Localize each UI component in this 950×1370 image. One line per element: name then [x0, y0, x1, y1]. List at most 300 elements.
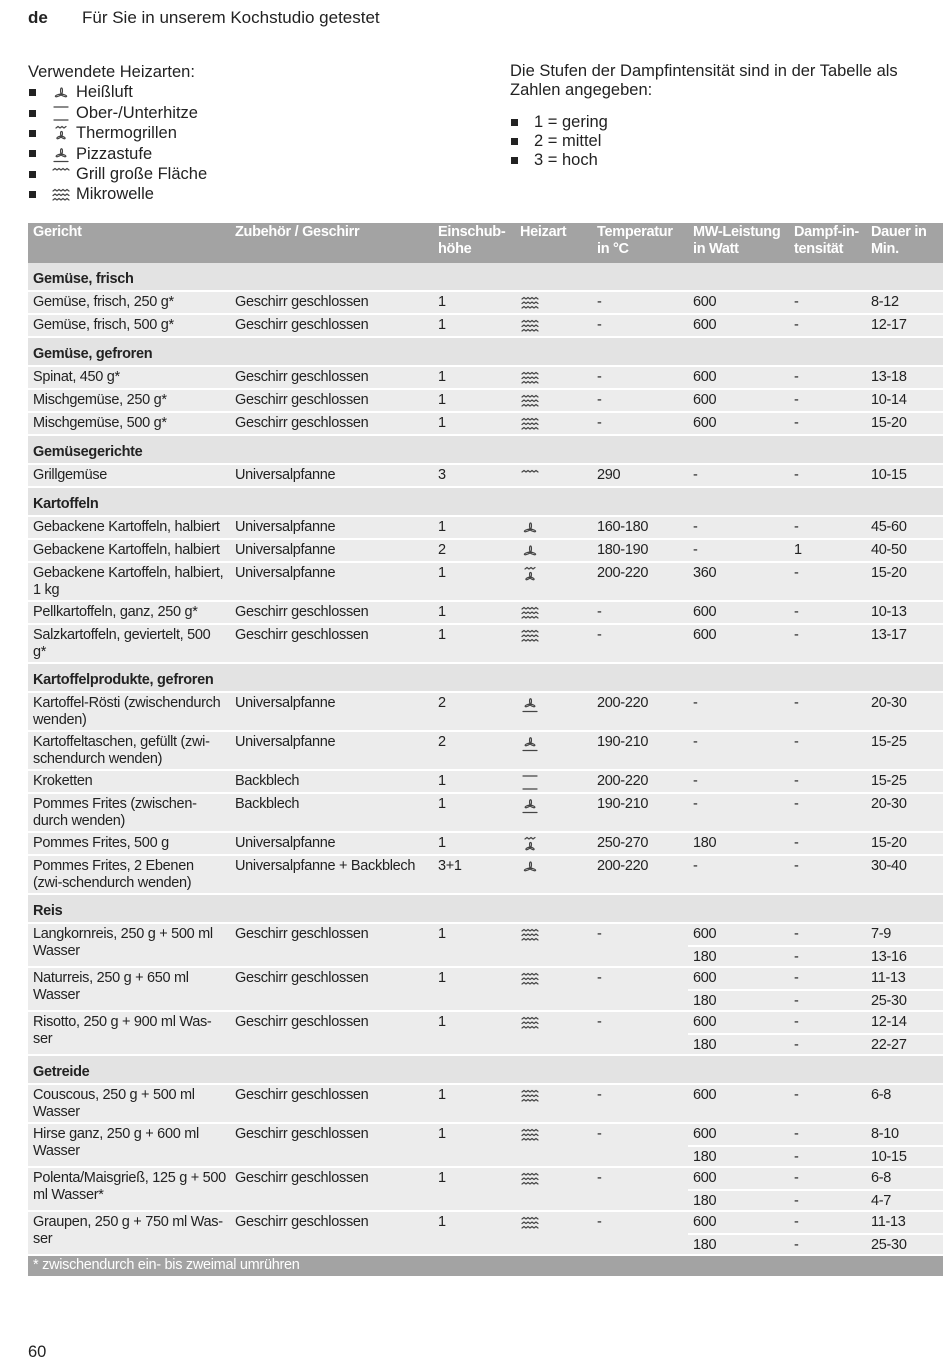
dish-cell: Kroketten: [28, 770, 230, 793]
accessory-cell: Geschirr geschlossen: [230, 389, 433, 412]
table-header-row: [28, 223, 943, 263]
heating-mode-cell: [515, 692, 592, 731]
steam-level-item: [510, 132, 940, 151]
table-row: [28, 516, 943, 539]
temperature-cell: -: [592, 366, 688, 389]
pizza-icon: [520, 696, 588, 713]
microwave-cell-value: 600: [693, 1126, 717, 1142]
level-cell: 1: [433, 1011, 515, 1055]
column-header: Gericht: [28, 223, 230, 263]
dish-cell: Gebackene Kartoffeln, halbiert: [28, 516, 230, 539]
dish-cell: Gemüse, frisch, 500 g*: [28, 314, 230, 337]
microwave-cell-value: 180: [688, 989, 789, 1010]
thermogrill-icon: [520, 836, 588, 853]
dish-cell: Gebackene Kartoffeln, halbiert, 1 kg: [28, 562, 230, 601]
dish-cell: Hirse ganz, 250 g + 600 ml Wasser: [28, 1123, 230, 1167]
grill-icon: [52, 166, 70, 182]
table-row: [28, 562, 943, 601]
level-cell: 1: [433, 1211, 515, 1255]
bullet: [511, 138, 518, 145]
microwave-cell: [688, 923, 789, 967]
accessory-cell: Universalpfanne: [230, 731, 433, 770]
dish-cell: Gebackene Kartoffeln, halbiert: [28, 539, 230, 562]
dish-cell: Pellkartoffeln, ganz, 250 g*: [28, 601, 230, 624]
duration-cell-value: 8-10: [871, 1126, 899, 1142]
duration-cell-value: 25-30: [866, 989, 943, 1010]
cooking-table: [28, 223, 943, 1276]
heating-mode-label: Grill große Fläche: [76, 165, 208, 184]
steam-cell: -: [789, 624, 866, 663]
micro-icon: [520, 605, 588, 622]
duration-cell: 13-18: [866, 366, 943, 389]
fan-icon: [52, 85, 70, 101]
temperature-cell: -: [592, 1084, 688, 1123]
steam-cell-value: -: [794, 1214, 799, 1230]
micro-icon: [520, 971, 588, 988]
level-cell: 2: [433, 539, 515, 562]
steam-cell: 1: [789, 539, 866, 562]
footnote-row: [28, 1255, 943, 1276]
page-title: Für Sie in unserem Kochstudio getestet: [82, 8, 380, 27]
microwave-cell: -: [688, 464, 789, 487]
duration-cell: 15-25: [866, 770, 943, 793]
accessory-cell: Geschirr geschlossen: [230, 291, 433, 314]
microwave-cell: -: [688, 731, 789, 770]
duration-cell-value: 11-13: [871, 970, 906, 986]
accessory-cell: Backblech: [230, 770, 433, 793]
heating-mode-cell: [515, 923, 592, 967]
steam-cell-value: -: [794, 1170, 799, 1186]
heating-mode-cell: [515, 1123, 592, 1167]
level-cell: 1: [433, 601, 515, 624]
table-row: [28, 793, 943, 832]
bullet: [29, 191, 36, 198]
heating-mode-label: Mikrowelle: [76, 185, 154, 204]
duration-cell: 15-20: [866, 832, 943, 855]
dish-cell: Spinat, 450 g*: [28, 366, 230, 389]
duration-cell-value: 12-14: [871, 1014, 907, 1030]
table-row: [28, 539, 943, 562]
microwave-cell: 600: [688, 389, 789, 412]
level-cell: 1: [433, 1123, 515, 1167]
duration-cell: [866, 1167, 943, 1211]
microwave-cell: 360: [688, 562, 789, 601]
section-title: Gemüse, gefroren: [28, 337, 943, 366]
temperature-cell: 180-190: [592, 539, 688, 562]
level-cell: 1: [433, 412, 515, 435]
duration-cell: 10-14: [866, 389, 943, 412]
microwave-cell: [688, 1211, 789, 1255]
steam-cell-value: -: [794, 970, 799, 986]
accessory-cell: Universalpfanne: [230, 692, 433, 731]
pizza-icon: [520, 735, 588, 752]
dish-cell: Pommes Frites, 500 g: [28, 832, 230, 855]
heating-mode-cell: [515, 624, 592, 663]
microwave-cell: 600: [688, 624, 789, 663]
steam-cell-value: -: [789, 1233, 866, 1254]
thermogrill-icon: [52, 125, 70, 141]
steam-intensity-legend: [510, 62, 940, 170]
section-title: Getreide: [28, 1055, 943, 1084]
microwave-cell-value: 600: [693, 926, 717, 942]
steam-levels-list: [510, 113, 940, 170]
heating-modes-heading: Verwendete Heizarten:: [28, 63, 195, 81]
accessory-cell: Geschirr geschlossen: [230, 366, 433, 389]
dish-cell: Polenta/Maisgrieß, 125 g + 500 ml Wasser*: [28, 1167, 230, 1211]
table-row: [28, 1123, 943, 1167]
grill-icon: [520, 468, 588, 485]
microwave-cell: -: [688, 516, 789, 539]
steam-cell: -: [789, 770, 866, 793]
microwave-cell: 600: [688, 601, 789, 624]
steam-cell: -: [789, 731, 866, 770]
level-cell: 1: [433, 832, 515, 855]
temperature-cell: -: [592, 923, 688, 967]
steam-cell-value: -: [789, 945, 866, 966]
temperature-cell: 190-210: [592, 731, 688, 770]
table-row: [28, 1211, 943, 1255]
bullet: [29, 110, 36, 117]
table-row: [28, 731, 943, 770]
heating-mode-cell: [515, 1084, 592, 1123]
table-row: [28, 624, 943, 663]
section-row: [28, 487, 943, 516]
steam-cell: [789, 1167, 866, 1211]
duration-cell: 12-17: [866, 314, 943, 337]
accessory-cell: Geschirr geschlossen: [230, 967, 433, 1011]
accessory-cell: Geschirr geschlossen: [230, 314, 433, 337]
microwave-cell: -: [688, 855, 789, 894]
microwave-cell: -: [688, 692, 789, 731]
micro-icon: [520, 1127, 588, 1144]
accessory-cell: Geschirr geschlossen: [230, 923, 433, 967]
duration-cell-value: 10-15: [866, 1145, 943, 1166]
heating-mode-cell: [515, 1211, 592, 1255]
level-cell: 2: [433, 731, 515, 770]
section-row: [28, 435, 943, 464]
page-number: 60: [28, 1343, 47, 1361]
dish-cell: Pommes Frites (zwischen-durch wenden): [28, 793, 230, 832]
section-title: Kartoffeln: [28, 487, 943, 516]
table-row: [28, 770, 943, 793]
steam-cell: -: [789, 1084, 866, 1123]
microwave-cell-value: 180: [688, 1189, 789, 1210]
steam-cell: [789, 923, 866, 967]
table-row: [28, 464, 943, 487]
table-row: [28, 291, 943, 314]
temperature-cell: -: [592, 1167, 688, 1211]
steam-intensity-text: Die Stufen der Dampfintensität sind in der Tabelle als Zahlen angegeben:: [510, 62, 898, 99]
microwave-cell-value: 180: [688, 1145, 789, 1166]
microwave-cell: 600: [688, 1084, 789, 1123]
accessory-cell: Geschirr geschlossen: [230, 1211, 433, 1255]
accessory-cell: Universalpfanne: [230, 562, 433, 601]
heating-mode-label: Pizzastufe: [76, 144, 153, 163]
column-header: Heizart: [515, 223, 592, 263]
duration-cell: 15-20: [866, 412, 943, 435]
heating-mode-cell: [515, 516, 592, 539]
microwave-cell-value: 180: [688, 945, 789, 966]
steam-cell: [789, 1211, 866, 1255]
duration-cell-value: 6-8: [871, 1170, 892, 1186]
heating-mode-cell: [515, 412, 592, 435]
temperature-cell: -: [592, 389, 688, 412]
accessory-cell: Geschirr geschlossen: [230, 412, 433, 435]
steam-cell: -: [789, 855, 866, 894]
micro-icon: [520, 370, 588, 387]
steam-cell: -: [789, 516, 866, 539]
temperature-cell: 250-270: [592, 832, 688, 855]
section-row: [28, 894, 943, 923]
steam-cell-value: -: [794, 1014, 799, 1030]
heating-mode-item: [28, 82, 488, 102]
micro-icon: [520, 1171, 588, 1188]
temperature-cell: -: [592, 1011, 688, 1055]
heating-mode-cell: [515, 601, 592, 624]
accessory-cell: Universalpfanne: [230, 516, 433, 539]
heating-mode-cell: [515, 731, 592, 770]
section-row: [28, 1055, 943, 1084]
steam-cell: -: [789, 562, 866, 601]
accessory-cell: Backblech: [230, 793, 433, 832]
pizza-icon: [520, 797, 588, 814]
micro-icon: [520, 927, 588, 944]
microwave-cell: [688, 967, 789, 1011]
section-title: Gemüse, frisch: [28, 263, 943, 291]
fan-icon: [520, 520, 588, 537]
accessory-cell: Geschirr geschlossen: [230, 601, 433, 624]
duration-cell: 20-30: [866, 793, 943, 832]
microwave-cell: 180: [688, 832, 789, 855]
footnote: * zwischendurch ein- bis zweimal umrühren: [28, 1255, 943, 1276]
microwave-cell-value: 600: [693, 1014, 717, 1030]
microwave-cell-value: 600: [693, 970, 717, 986]
micro-icon: [520, 295, 588, 312]
micro-icon: [520, 628, 588, 645]
section-title: Reis: [28, 894, 943, 923]
section-title: Kartoffelprodukte, gefroren: [28, 663, 943, 692]
duration-cell: 10-15: [866, 464, 943, 487]
micro-icon: [52, 187, 70, 203]
level-cell: 1: [433, 967, 515, 1011]
steam-cell-value: -: [789, 1189, 866, 1210]
level-cell: 1: [433, 923, 515, 967]
bullet: [29, 150, 36, 157]
level-cell: 1: [433, 366, 515, 389]
steam-cell: -: [789, 692, 866, 731]
heating-mode-cell: [515, 389, 592, 412]
steam-cell: -: [789, 601, 866, 624]
steam-cell: -: [789, 291, 866, 314]
level-cell: 1: [433, 1084, 515, 1123]
steam-cell-value: -: [789, 989, 866, 1010]
level-cell: 1: [433, 562, 515, 601]
heating-mode-cell: [515, 314, 592, 337]
microwave-cell: -: [688, 793, 789, 832]
steam-cell-value: -: [794, 1126, 799, 1142]
level-cell: 1: [433, 624, 515, 663]
accessory-cell: Geschirr geschlossen: [230, 1123, 433, 1167]
pizza-icon: [52, 146, 70, 162]
duration-cell-value: 25-30: [866, 1233, 943, 1254]
steam-level-label: 2 = mittel: [534, 132, 602, 150]
steam-cell: -: [789, 314, 866, 337]
microwave-cell-value: 600: [693, 1214, 717, 1230]
accessory-cell: Geschirr geschlossen: [230, 1011, 433, 1055]
duration-cell: [866, 1011, 943, 1055]
heating-mode-cell: [515, 855, 592, 894]
table-row: [28, 1167, 943, 1211]
microwave-cell: 600: [688, 314, 789, 337]
heating-mode-cell: [515, 539, 592, 562]
column-header: Zubehör / Geschirr: [230, 223, 433, 263]
section-row: [28, 263, 943, 291]
microwave-cell: [688, 1123, 789, 1167]
level-cell: 1: [433, 793, 515, 832]
temperature-cell: 200-220: [592, 562, 688, 601]
duration-cell: [866, 923, 943, 967]
duration-cell: 6-8: [866, 1084, 943, 1123]
temperature-cell: 290: [592, 464, 688, 487]
temperature-cell: 190-210: [592, 793, 688, 832]
duration-cell: 10-13: [866, 601, 943, 624]
dish-cell: Graupen, 250 g + 750 ml Was-ser: [28, 1211, 230, 1255]
duration-cell: [866, 1211, 943, 1255]
temperature-cell: 160-180: [592, 516, 688, 539]
steam-level-item: [510, 151, 940, 170]
topbottom-icon: [52, 105, 70, 121]
accessory-cell: Universalpfanne: [230, 464, 433, 487]
micro-icon: [520, 416, 588, 433]
duration-cell-value: 11-13: [871, 1214, 906, 1230]
table-row: [28, 855, 943, 894]
topbottom-icon: [520, 774, 588, 791]
steam-cell: -: [789, 389, 866, 412]
table-row: [28, 389, 943, 412]
dish-cell: Kartoffeltaschen, gefüllt (zwi-schendurch wenden): [28, 731, 230, 770]
steam-cell: -: [789, 412, 866, 435]
heating-mode-cell: [515, 793, 592, 832]
column-header: Temperatur in °C: [592, 223, 688, 263]
duration-cell: 20-30: [866, 692, 943, 731]
microwave-cell-value: 180: [688, 1033, 789, 1054]
level-cell: 1: [433, 516, 515, 539]
microwave-cell: -: [688, 539, 789, 562]
temperature-cell: -: [592, 412, 688, 435]
accessory-cell: Universalpfanne: [230, 832, 433, 855]
dish-cell: Naturreis, 250 g + 650 ml Wasser: [28, 967, 230, 1011]
temperature-cell: -: [592, 291, 688, 314]
microwave-cell: [688, 1167, 789, 1211]
microwave-cell-value: 180: [688, 1233, 789, 1254]
bullet: [29, 130, 36, 137]
section-row: [28, 337, 943, 366]
bullet: [29, 89, 36, 96]
steam-cell: [789, 1011, 866, 1055]
steam-cell: -: [789, 464, 866, 487]
table-row: [28, 832, 943, 855]
heating-modes-list: [28, 82, 488, 204]
accessory-cell: Geschirr geschlossen: [230, 624, 433, 663]
heating-mode-item: [28, 144, 488, 164]
table-row: [28, 366, 943, 389]
heating-mode-cell: [515, 967, 592, 1011]
temperature-cell: -: [592, 967, 688, 1011]
column-header: Einschub-höhe: [433, 223, 515, 263]
steam-cell: [789, 1123, 866, 1167]
column-header: Dampf-in-tensität: [789, 223, 866, 263]
dish-cell: Couscous, 250 g + 500 ml Wasser: [28, 1084, 230, 1123]
duration-cell: 15-20: [866, 562, 943, 601]
heating-mode-item: [28, 103, 488, 123]
duration-cell-value: 7-9: [871, 926, 892, 942]
bullet: [511, 157, 518, 164]
microwave-cell: -: [688, 770, 789, 793]
thermogrill-icon: [520, 566, 588, 583]
fan-icon: [520, 543, 588, 560]
steam-cell-value: -: [789, 1145, 866, 1166]
duration-cell: 8-12: [866, 291, 943, 314]
table-body: [28, 263, 943, 1276]
temperature-cell: -: [592, 624, 688, 663]
accessory-cell: Geschirr geschlossen: [230, 1167, 433, 1211]
heating-mode-cell: [515, 366, 592, 389]
steam-level-label: 1 = gering: [534, 113, 608, 131]
level-cell: 1: [433, 1167, 515, 1211]
table-row: [28, 601, 943, 624]
heating-mode-cell: [515, 291, 592, 314]
dish-cell: Risotto, 250 g + 900 ml Was-ser: [28, 1011, 230, 1055]
dish-cell: Grillgemüse: [28, 464, 230, 487]
dish-cell: Mischgemüse, 500 g*: [28, 412, 230, 435]
section-title: Gemüsegerichte: [28, 435, 943, 464]
level-cell: 3: [433, 464, 515, 487]
microwave-cell: 600: [688, 366, 789, 389]
bullet: [29, 171, 36, 178]
steam-level-label: 3 = hoch: [534, 151, 598, 169]
duration-cell: [866, 1123, 943, 1167]
steam-cell-value: -: [789, 1033, 866, 1054]
dish-cell: Salzkartoffeln, geviertelt, 500 g*: [28, 624, 230, 663]
duration-cell: 15-25: [866, 731, 943, 770]
section-row: [28, 663, 943, 692]
microwave-cell: 600: [688, 412, 789, 435]
dish-cell: Mischgemüse, 250 g*: [28, 389, 230, 412]
temperature-cell: 200-220: [592, 770, 688, 793]
duration-cell-value: 22-27: [866, 1033, 943, 1054]
table-row: [28, 1011, 943, 1055]
dish-cell: Langkornreis, 250 g + 500 ml Wasser: [28, 923, 230, 967]
level-cell: 3+1: [433, 855, 515, 894]
micro-icon: [520, 393, 588, 410]
temperature-cell: -: [592, 1211, 688, 1255]
duration-cell-value: 13-16: [866, 945, 943, 966]
table-row: [28, 692, 943, 731]
heating-mode-label: Ober-/Unterhitze: [76, 103, 198, 122]
heating-mode-item: [28, 164, 488, 184]
heating-mode-cell: [515, 1167, 592, 1211]
dish-cell: Pommes Frites, 2 Ebenen (zwi-schendurch wenden): [28, 855, 230, 894]
heating-mode-item: [28, 123, 488, 143]
microwave-cell-value: 600: [693, 1170, 717, 1186]
level-cell: 1: [433, 291, 515, 314]
heating-modes-legend: [28, 62, 488, 205]
temperature-cell: -: [592, 1123, 688, 1167]
temperature-cell: -: [592, 601, 688, 624]
table-row: [28, 967, 943, 1011]
micro-icon: [520, 1088, 588, 1105]
table-row: [28, 923, 943, 967]
